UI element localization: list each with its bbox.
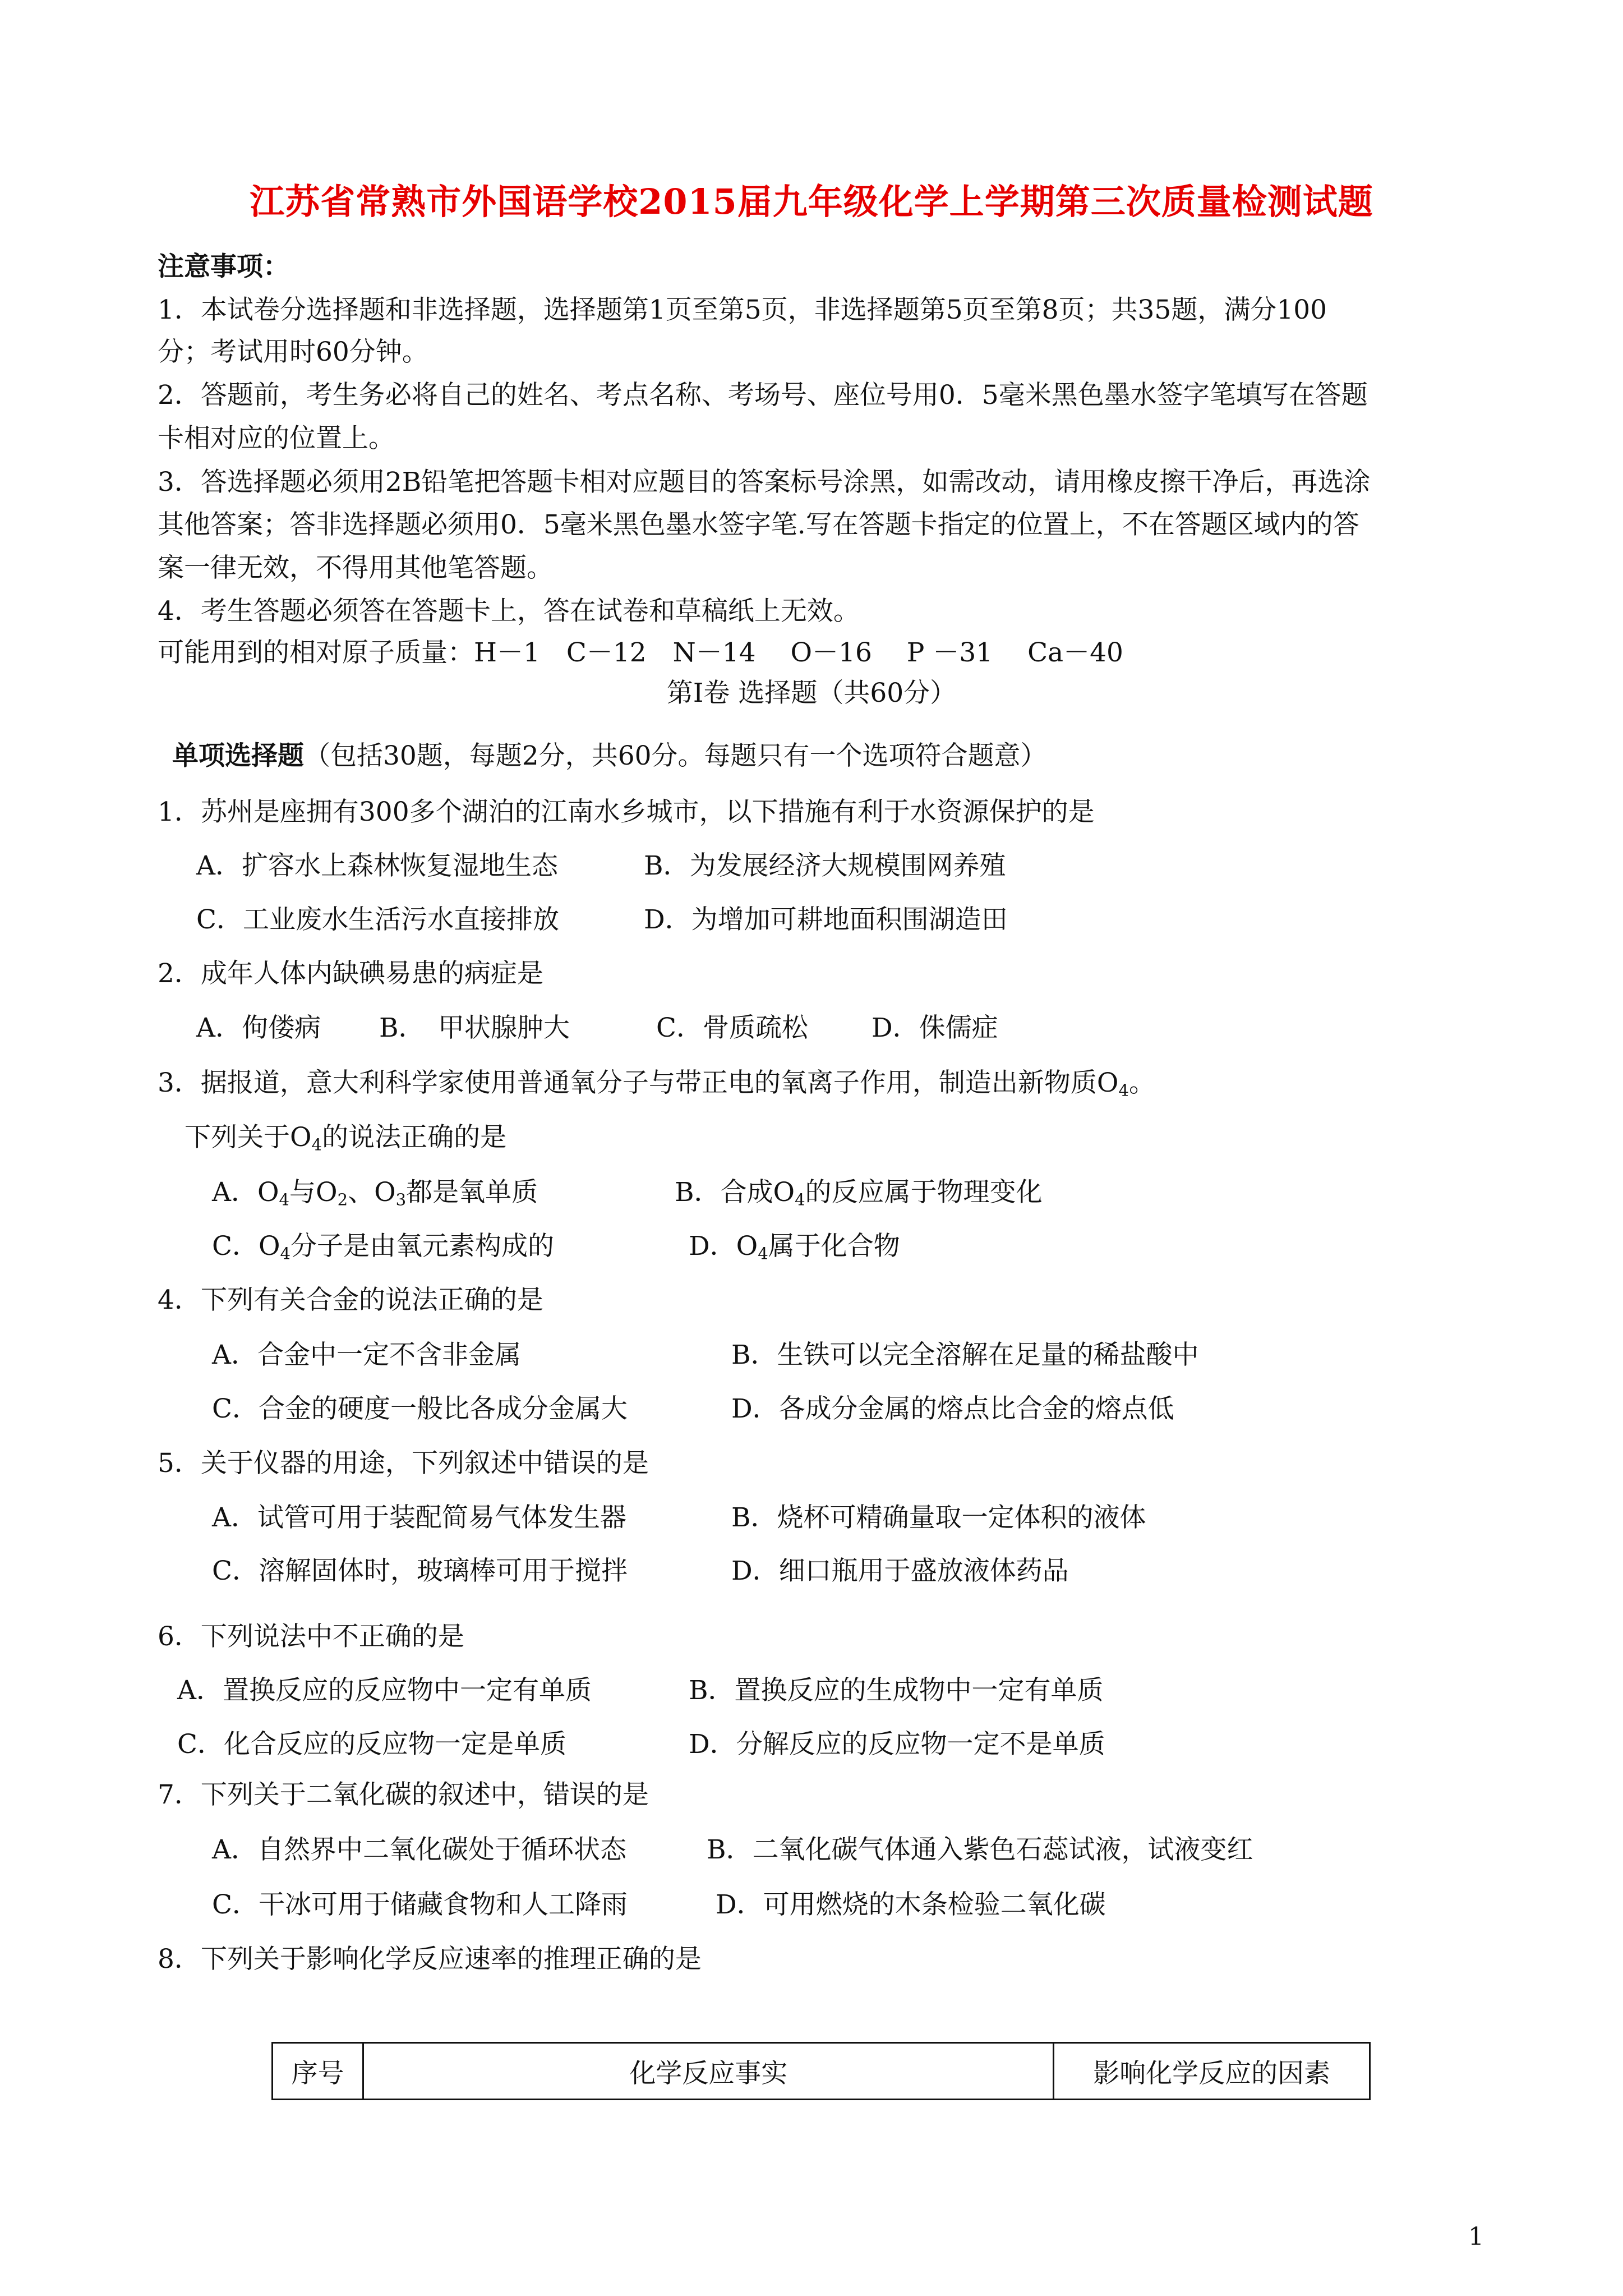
q3-option-d: D．$O_4$属于化合物 — [689, 1231, 900, 1263]
notice-item-4: 4．考生答题必须答在答题卡上，答在试卷和草稿纸上无效。 — [158, 596, 860, 627]
q7-option-a: A．自然界中二氧化碳处于循环状态 — [212, 1834, 626, 1865]
q6-option-c: C．化合反应的反应物一定是单质 — [177, 1729, 566, 1760]
mc-description: （包括30题，每题2分，共60分。每题只有一个选项符合题意） — [304, 740, 1047, 771]
q2-option-a: A．佝偻病 — [196, 1013, 321, 1043]
q5-option-c: C．溶解固体时，玻璃棒可用于搅拌 — [212, 1556, 628, 1586]
table-header-factor: 影响化学反应的因素 — [1054, 2043, 1370, 2100]
mc-instructions — [172, 739, 1047, 773]
q2-option-b: B． 甲状腺肿大 — [379, 1013, 570, 1043]
q4-option-b: B．生铁可以完全溶解在足量的稀盐酸中 — [731, 1340, 1199, 1370]
q3-option-a: A．$O_4$与$O_2$、$O_3$都是氧单质 — [212, 1177, 538, 1209]
q3-stem: 3．据报道，意大利科学家使用普通氧分子与带正电的氧离子作用，制造出新物质$O_4$。 — [158, 1068, 1155, 1100]
q2-option-d: D．侏儒症 — [872, 1013, 998, 1043]
q5-stem: 5．关于仪器的用途，下列叙述中错误的是 — [158, 1448, 649, 1479]
q6-option-b: B．置换反应的生成物中一定有单质 — [689, 1675, 1104, 1706]
notice-heading: 注意事项： — [158, 251, 289, 282]
q7-option-c: C．干冰可用于储藏食物和人工降雨 — [212, 1889, 628, 1920]
q3-option-b: B．合成$O_4$的反应属于物理变化 — [675, 1177, 1043, 1209]
q4-stem: 4．下列有关合金的说法正确的是 — [158, 1285, 543, 1315]
page-number: 1 — [1468, 2223, 1484, 2251]
notice-item-3-line-3: 案一律无效，不得用其他笔答题。 — [158, 553, 553, 583]
q7-option-b: B．二氧化碳气体通入紫色石蕊试液，试液变红 — [707, 1834, 1253, 1865]
notice-item-3-line-1: 3．答选择题必须用2B铅笔把答题卡相对应题目的答案标号涂黑，如需改动，请用橡皮擦干净后，再选涂 — [158, 467, 1371, 498]
q1-stem: 1．苏州是座拥有300多个湖泊的江南水乡城市，以下措施有利于水资源保护的是 — [158, 797, 1095, 827]
q4-option-a: A．合金中一定不含非金属 — [212, 1340, 521, 1370]
q1-option-c: C．工业废水生活污水直接排放 — [196, 904, 559, 935]
q6-option-a: A．置换反应的反应物中一定有单质 — [177, 1675, 592, 1706]
table-header-index: 序号 — [273, 2043, 363, 2100]
q2-option-c: C．骨质疏松 — [656, 1013, 808, 1043]
exam-title: 江苏省常熟市外国语学校2015届九年级化学上学期第三次质量检测试题 — [250, 181, 1373, 222]
q1-option-a: A．扩容水上森林恢复湿地生态 — [196, 850, 558, 881]
q4-option-c: C．合金的硬度一般比各成分金属大 — [212, 1393, 628, 1424]
notice-item-2-line-2: 卡相对应的位置上。 — [158, 423, 395, 454]
q2-stem: 2．成年人体内缺碘易患的病症是 — [158, 958, 543, 989]
q3-option-c: C．$O_4$分子是由氧元素构成的 — [212, 1231, 555, 1263]
q7-option-d: D．可用燃烧的木条检验二氧化碳 — [716, 1889, 1106, 1920]
table-header-fact: 化学反应事实 — [363, 2043, 1054, 2100]
q5-option-a: A．试管可用于装配简易气体发生器 — [212, 1502, 626, 1533]
section-title: 第Ⅰ卷 选择题（共60分） — [666, 678, 957, 708]
q7-stem: 7．下列关于二氧化碳的叙述中，错误的是 — [158, 1779, 649, 1810]
notice-item-2-line-1: 2．答题前，考生务必将自己的姓名、考点名称、考场号、座位号用0．5毫米黑色墨水签字笔填写在答题 — [158, 380, 1368, 411]
q1-option-b: B．为发展经济大规模围网养殖 — [644, 850, 1006, 881]
q4-option-d: D．各成分金属的熔点比合金的熔点低 — [731, 1393, 1174, 1424]
notice-item-3-line-2: 其他答案；答非选择题必须用0．5毫米黑色墨水签字笔.写在答题卡指定的位置上，不在答题区域内的答 — [158, 509, 1359, 540]
reaction-factor-table — [271, 2042, 1371, 2100]
atomic-mass-line: 可能用到的相对原子质量：H－1 C－12 N－14 O－16 P －31 Ca－40 — [158, 637, 1123, 668]
q5-option-d: D．细口瓶用于盛放液体药品 — [731, 1556, 1069, 1586]
notice-item-1-line-1: 1．本试卷分选择题和非选择题，选择题第1页至第5页，非选择题第5页至第8页；共35题，满分100 — [158, 295, 1327, 325]
notice-item-1-line-2: 分；考试用时60分钟。 — [158, 337, 428, 367]
q3-stem-2: 下列关于$O_4$的说法正确的是 — [185, 1122, 507, 1154]
q6-option-d: D．分解反应的反应物一定不是单质 — [689, 1729, 1105, 1760]
q5-option-b: B．烧杯可精确量取一定体积的液体 — [731, 1502, 1146, 1533]
table-header-row — [273, 2043, 1370, 2100]
q6-stem: 6．下列说法中不正确的是 — [158, 1621, 464, 1652]
q8-stem: 8．下列关于影响化学反应速率的推理正确的是 — [158, 1944, 702, 1975]
q1-option-d: D．为增加可耕地面积围湖造田 — [644, 904, 1008, 935]
mc-label: 单项选择题 — [172, 740, 304, 771]
